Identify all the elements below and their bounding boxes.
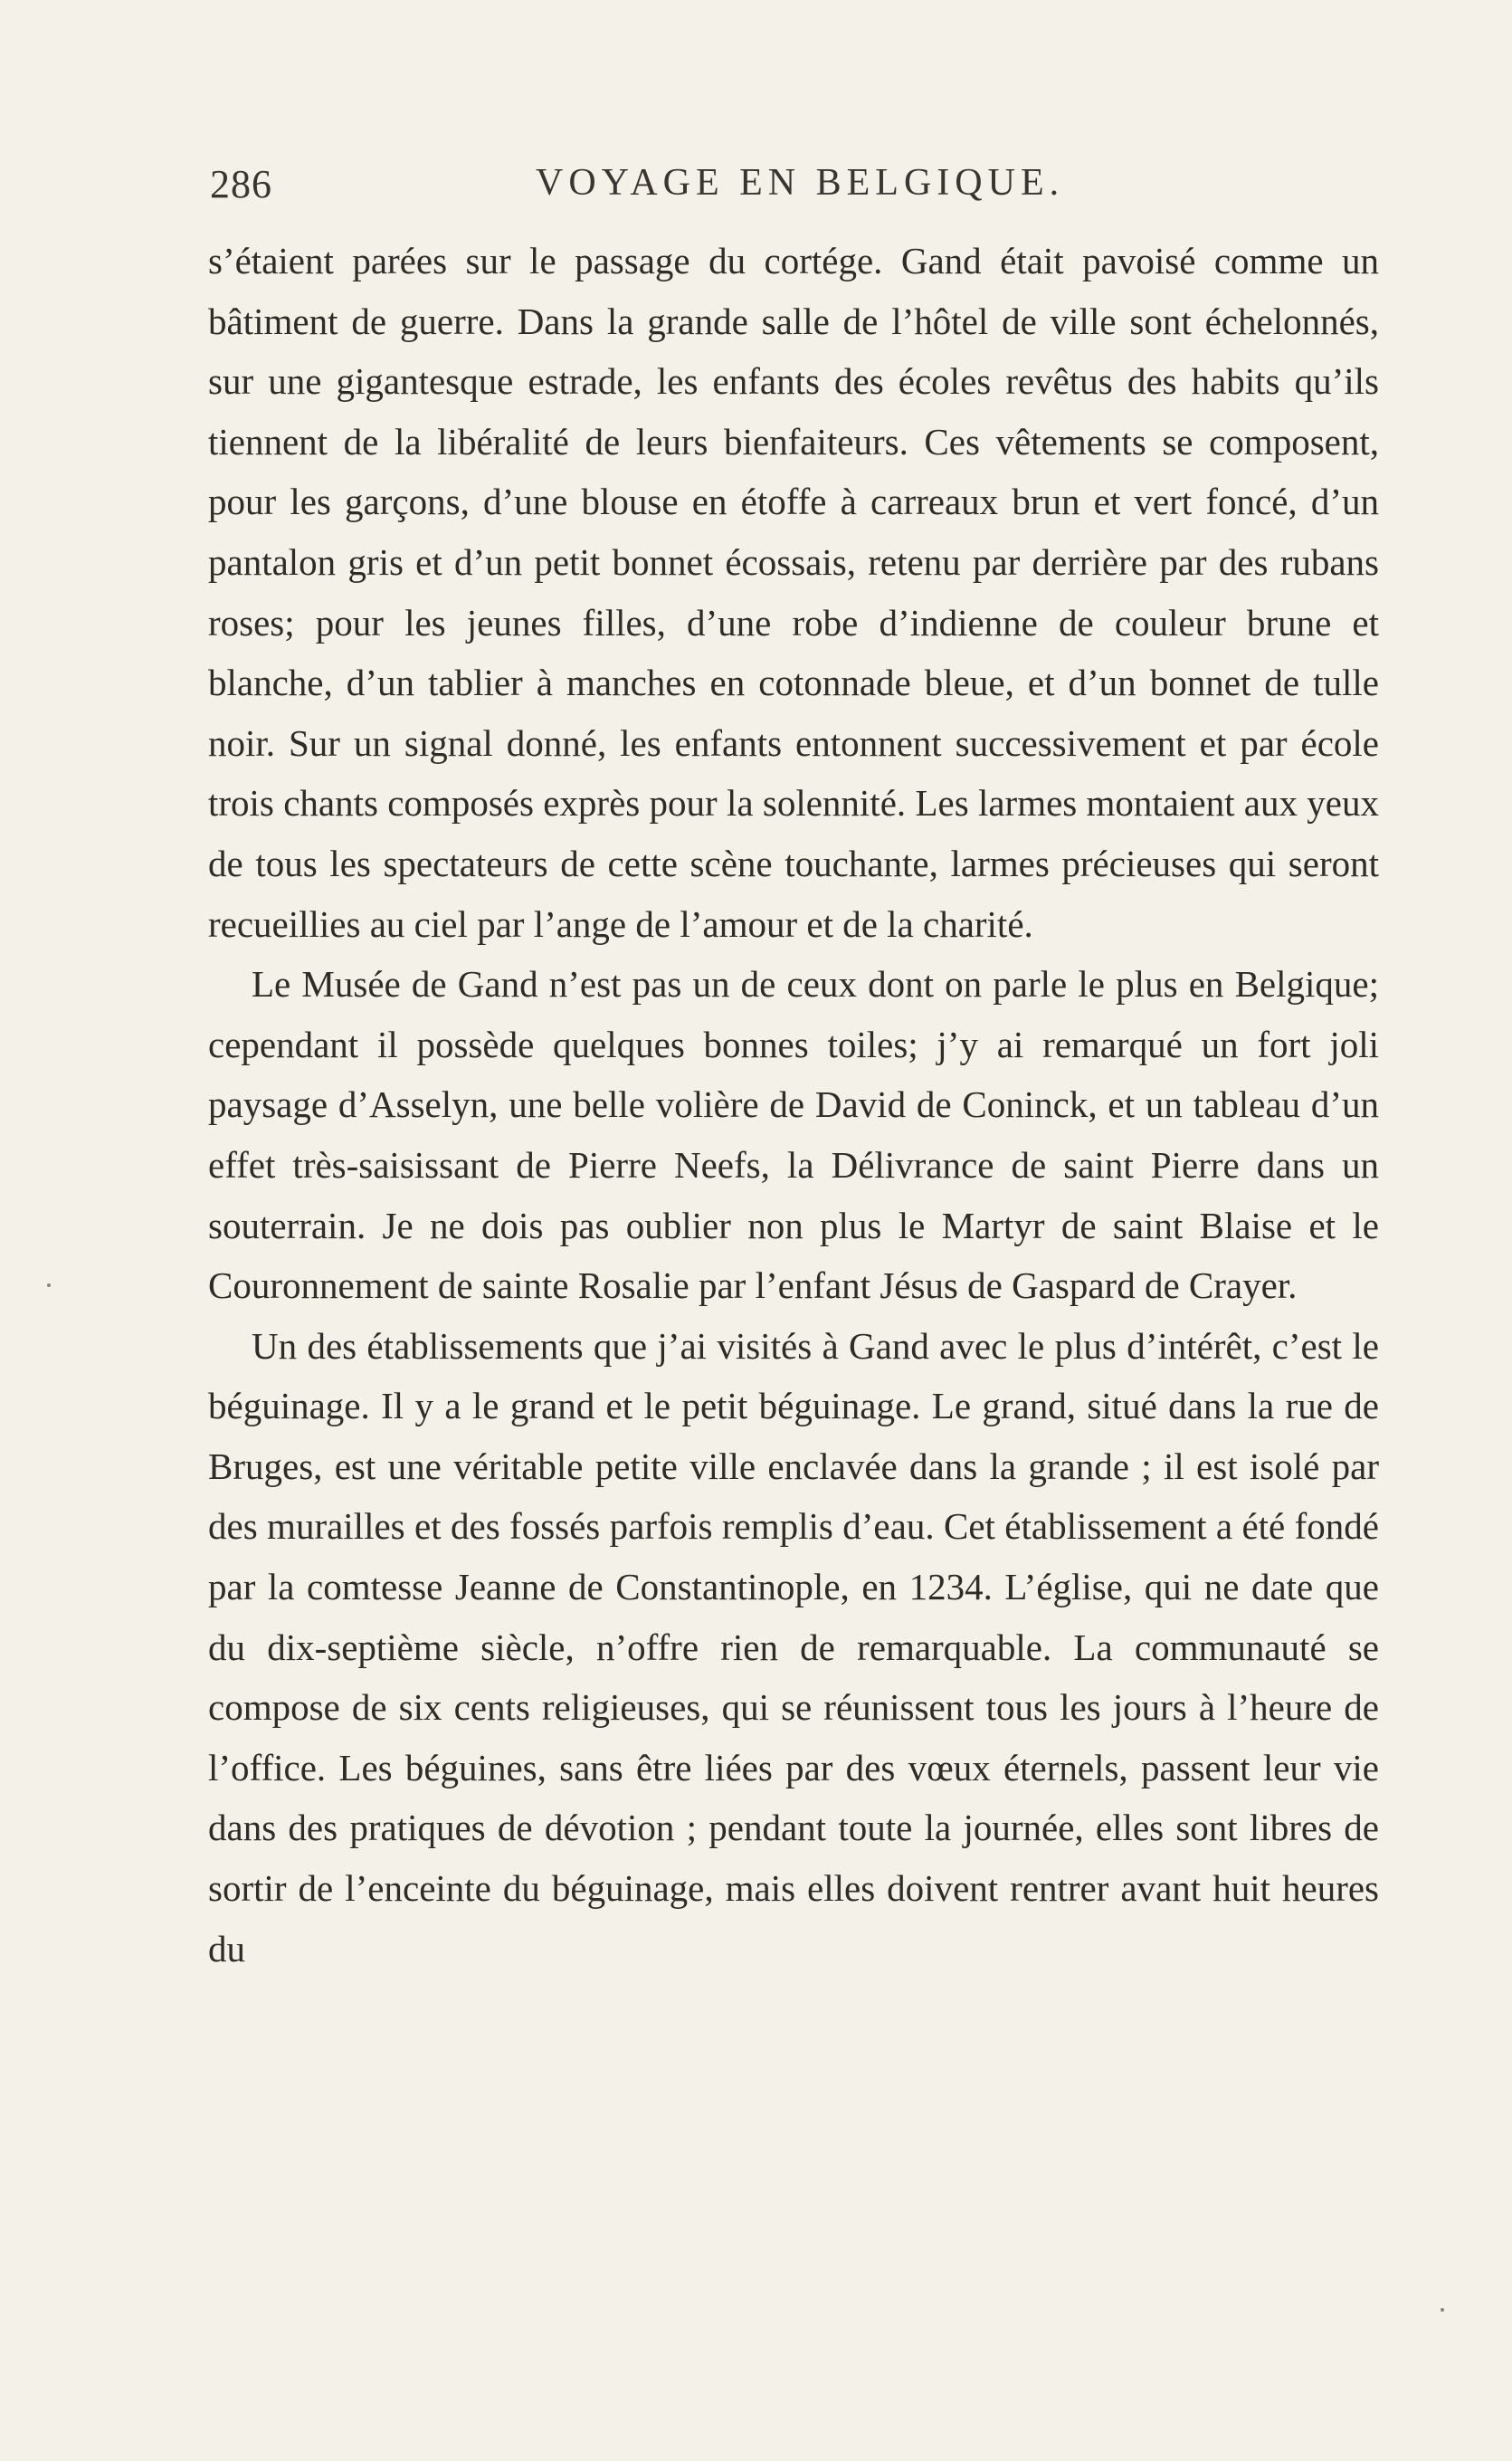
paragraph-musee-de-gand: Le Musée de Gand n’est pas un de ceux dont on parle le plus en Belgique; cependant il possède quelques bonnes toiles; j’y ai remarqué un fort joli paysage d’Asselyn, une belle volière de David de Coninck, et un tableau d’un effet très-saisissant de Pierre Neefs, la Délivrance de saint Pierre dans un souterrain. Je ne dois pas oublier non plus le Martyr de saint Blaise et le Couronnement de sainte Rosalie par l’enfant Jésus de Gaspard de Crayer. — [208, 963, 1379, 1307]
running-head — [210, 161, 1377, 215]
paper-speck — [1441, 2308, 1444, 2312]
page-number: 286 — [210, 162, 272, 206]
running-title: VOYAGE EN BELGIQUE. — [536, 162, 1065, 204]
paper-speck — [47, 1283, 51, 1287]
paragraph-beguinage: Un des établissements que j’ai visités à Gand avec le plus d’intérêt, c’est le béguinage. Il y a le grand et le petit béguinage. Le grand, situé dans la rue de Bruges, est une véritable petite ville enclavée dans la grande ; il est isolé par des murailles et des fossés parfois remplis d’eau. Cet établissement a été fondé par la comtesse Jeanne de Constantinople, en 1234. L’église, qui ne date que du dix-septième siècle, n’offre rien de remarquable. La communauté se compose de six cents religieuses, qui se réunissent tous les jours à l’heure de l’office. Les béguines, sans être liées par des vœux éternels, passent leur vie dans des pratiques de dévotion ; pendant toute la journée, elles sont libres de sortir de l’enceinte du béguinage, mais elles doivent rentrer avant huit heures du — [208, 1324, 1379, 1970]
paragraph-continued: s’étaient parées sur le passage du cortége. Gand était pavoisé comme un bâtiment de guerre. Dans la grande salle de l’hôtel de ville sont échelonnés, sur une gigantesque estrade, les enfants des écoles revêtus des habits qu’ils tiennent de la libéralité de leurs bienfaiteurs. Ces vêtements se composent, pour les garçons, d’une blouse en étoffe à carreaux brun et vert foncé, d’un pantalon gris et d’un petit bonnet écossais, retenu par derrière par des rubans roses; pour les jeunes filles, d’une robe d’indienne de couleur brune et blanche, d’un tablier à manches en cotonnade bleue, et d’un bonnet de tulle noir. Sur un signal donné, les enfants entonnent successivement et par école trois chants composés exprès pour la solennité. Les larmes montaient aux yeux de tous les spectateurs de cette scène touchante, larmes précieuses qui seront recueillies au ciel par l’ange de l’amour et de la charité. — [208, 240, 1379, 945]
text-body — [208, 231, 1379, 1979]
